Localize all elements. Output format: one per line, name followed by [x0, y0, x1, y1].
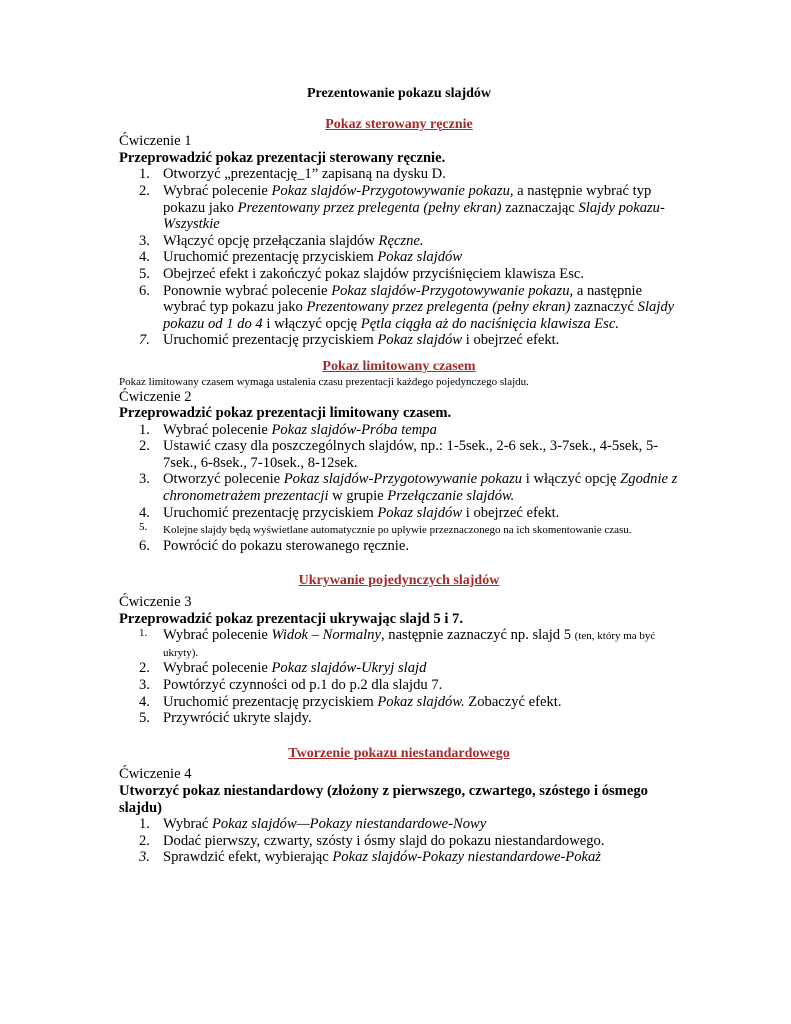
item-text: zaznaczając — [501, 199, 579, 216]
item-command: Pokaz slajdów-Przygotowywanie pokazu — [283, 471, 523, 488]
exercise-task: Utworzyć pokaz niestandardowy (złożony z pierwszego, czwartego, szóstego i ósmego slajdu) — [119, 782, 648, 816]
item-text: Uruchomić prezentację przyciskiem — [163, 504, 378, 521]
section-manual — [119, 117, 679, 349]
list-item — [119, 710, 679, 727]
item-command: Widok – Normalny — [271, 627, 381, 644]
item-text: Uruchomić prezentację przyciskiem — [163, 249, 378, 266]
item-number: 3. — [139, 849, 150, 866]
list-item — [119, 471, 679, 504]
section-note: Pokaz limitowany czasem wymaga ustalenia czasu prezentacji każdego pojedynczego slajdu. — [119, 375, 529, 388]
item-command: Pokaz slajdów-Ukryj slajd — [271, 660, 427, 677]
item-text: i włączyć opcję — [522, 471, 621, 488]
item-number: 1. — [139, 421, 150, 438]
steps-list — [119, 627, 679, 727]
item-number: 2. — [139, 182, 150, 199]
list-item — [119, 521, 679, 538]
item-command: Pokaz slajdów. — [377, 693, 465, 710]
steps-list — [119, 166, 679, 349]
document-content — [119, 86, 679, 866]
item-text: Otworzyć „prezentację_1” zapisaną na dysku D. — [163, 166, 446, 183]
item-text: a następnie wybrać typ pokazu jako — [163, 182, 652, 216]
item-text: Dodać pierwszy, czwarty, szósty i ósmy slajd do pokazu niestandardowego. — [163, 832, 605, 849]
item-text: Otworzyć polecenie — [163, 471, 284, 488]
steps-list — [119, 422, 679, 555]
item-command: Pokaz slajdów — [377, 332, 463, 349]
section-heading: Pokaz limitowany czasem — [322, 358, 476, 374]
item-number: 6. — [139, 282, 150, 299]
item-text: a następnie wybrać typ pokazu jako — [163, 282, 643, 316]
item-text: Włączyć opcję przełączania slajdów — [163, 232, 379, 249]
item-text: Ponownie wybrać polecenie — [163, 282, 332, 299]
list-item — [119, 166, 679, 183]
item-text: Wybrać — [163, 816, 212, 833]
exercise-label: Ćwiczenie 2 — [119, 388, 192, 405]
item-command: Pokaz slajdów — [377, 504, 463, 521]
item-text: Wybrać polecenie — [163, 182, 272, 199]
item-command: Pokaz slajdów-Przygotowywanie pokazu, — [331, 282, 574, 299]
item-text: Obejrzeć efekt i zakończyć pokaz slajdów przyciśnięciem klawisza Esc. — [163, 265, 584, 282]
item-command: Pokaz slajdów-Pokazy niestandardowe-Pokaż — [332, 849, 601, 866]
item-command: Ręczne. — [378, 232, 424, 249]
item-number: 2. — [139, 832, 150, 849]
item-number: 1. — [139, 816, 150, 833]
item-text: Uruchomić prezentację przyciskiem — [163, 693, 378, 710]
item-number: 5. — [139, 710, 150, 727]
item-text: Powrócić do pokazu sterowanego ręcznie. — [163, 537, 409, 554]
exercise-label: Ćwiczenie 1 — [119, 133, 192, 150]
section-timed — [119, 359, 679, 555]
item-command: Prezentowany przez prelegenta (pełny ekran) — [237, 199, 502, 216]
list-item — [119, 505, 679, 522]
item-command: Pokaz slajdów-Przygotowywanie pokazu, — [271, 182, 514, 199]
item-text: i obejrzeć efekt. — [462, 504, 560, 521]
item-text: Ustawić czasy dla poszczególnych slajdów, np.: 1-5sek., 2-6 sek., 3-7sek., 4-5sek, 5-7sek., 6-8sek., 7-10sek., 8-12sek. — [163, 438, 659, 471]
item-number: 1. — [139, 627, 148, 640]
item-text: w grupie — [328, 488, 388, 505]
list-item — [119, 538, 679, 555]
section-hidden-slides — [119, 573, 679, 726]
page-title: Prezentowanie pokazu slajdów — [306, 86, 492, 101]
exercise-task: Przeprowadzić pokaz prezentacji ukrywając slajd 5 i 7. — [119, 610, 463, 627]
item-command: Pętla ciągła aż do naciśnięcia klawisza Esc. — [360, 315, 619, 332]
item-text: zaznaczyć — [570, 299, 638, 316]
list-item — [119, 849, 679, 866]
item-text: Sprawdzić efekt, wybierając — [163, 849, 333, 866]
item-number: 4. — [139, 504, 150, 521]
list-item — [119, 660, 679, 677]
list-item — [119, 332, 679, 349]
item-command: Przełączanie slajdów. — [387, 488, 515, 505]
item-command: Slajdy pokazu-Wszystkie — [163, 199, 665, 233]
item-text: Uruchomić prezentację przyciskiem — [163, 332, 378, 349]
item-command: Zgodnie z chronometrażem prezentacji — [163, 471, 678, 505]
item-number: 7. — [139, 332, 150, 349]
item-note: (ten, który ma być ukryty). — [163, 630, 656, 659]
item-number: 2. — [139, 438, 150, 455]
item-number: 3. — [139, 677, 150, 693]
list-item — [119, 694, 679, 711]
list-item — [119, 438, 679, 471]
item-text: Kolejne slajdy będą wyświetlane automatycznie po upływie przeznaczonego na ich skomentowanie czasu. — [163, 524, 632, 537]
section-heading: Tworzenie pokazu niestandardowego — [288, 745, 510, 761]
item-command: Pokaz slajdów-Próba tempa — [271, 421, 437, 438]
item-command: Pokaz slajdów — [377, 249, 463, 266]
item-number: 3. — [139, 232, 150, 249]
exercise-task: Przeprowadzić pokaz prezentacji limitowany czasem. — [119, 405, 452, 422]
exercise-label: Ćwiczenie 4 — [119, 766, 192, 783]
item-text: , następnie zaznaczyć np. slajd 5 — [380, 627, 575, 644]
item-text: i obejrzeć efekt. — [462, 332, 560, 349]
item-text: Wybrać polecenie — [163, 421, 272, 438]
list-item — [119, 249, 679, 266]
item-number: 5. — [139, 521, 148, 534]
list-item — [119, 677, 679, 694]
item-text: Wybrać polecenie — [163, 660, 272, 677]
list-item — [119, 283, 679, 333]
item-command: Pokaz slajdów—Pokazy niestandardowe-Nowy — [211, 816, 487, 833]
item-command: Prezentowany przez prelegenta (pełny ekran) — [306, 299, 571, 316]
item-command: Slajdy pokazu od 1 do 4 — [163, 299, 675, 332]
item-number: 6. — [139, 537, 150, 554]
item-number: 4. — [139, 693, 150, 710]
item-text: Powtórzyć czynności od p.1 do p.2 dla slajdu 7. — [163, 677, 443, 693]
list-item — [119, 833, 679, 850]
section-heading: Pokaz sterowany ręcznie — [325, 116, 473, 132]
item-number: 2. — [139, 660, 150, 677]
item-number: 3. — [139, 471, 150, 488]
item-number: 1. — [139, 166, 150, 183]
steps-list — [119, 816, 679, 866]
item-text: i włączyć opcję — [262, 315, 361, 332]
item-text: Przywrócić ukryte slajdy. — [163, 710, 312, 727]
list-item — [119, 266, 679, 283]
section-custom-show — [119, 746, 679, 866]
section-heading: Ukrywanie pojedynczych slajdów — [298, 573, 500, 589]
list-item — [119, 183, 679, 233]
exercise-label: Ćwiczenie 3 — [119, 594, 192, 611]
list-item — [119, 422, 679, 439]
list-item — [119, 627, 679, 660]
item-number: 4. — [139, 249, 150, 266]
item-number: 5. — [139, 265, 150, 282]
item-text: Zobaczyć efekt. — [464, 693, 562, 710]
list-item — [119, 816, 679, 833]
exercise-task: Przeprowadzić pokaz prezentacji sterowany ręcznie. — [119, 149, 446, 166]
list-item — [119, 233, 679, 250]
item-text: Wybrać polecenie — [163, 627, 272, 644]
